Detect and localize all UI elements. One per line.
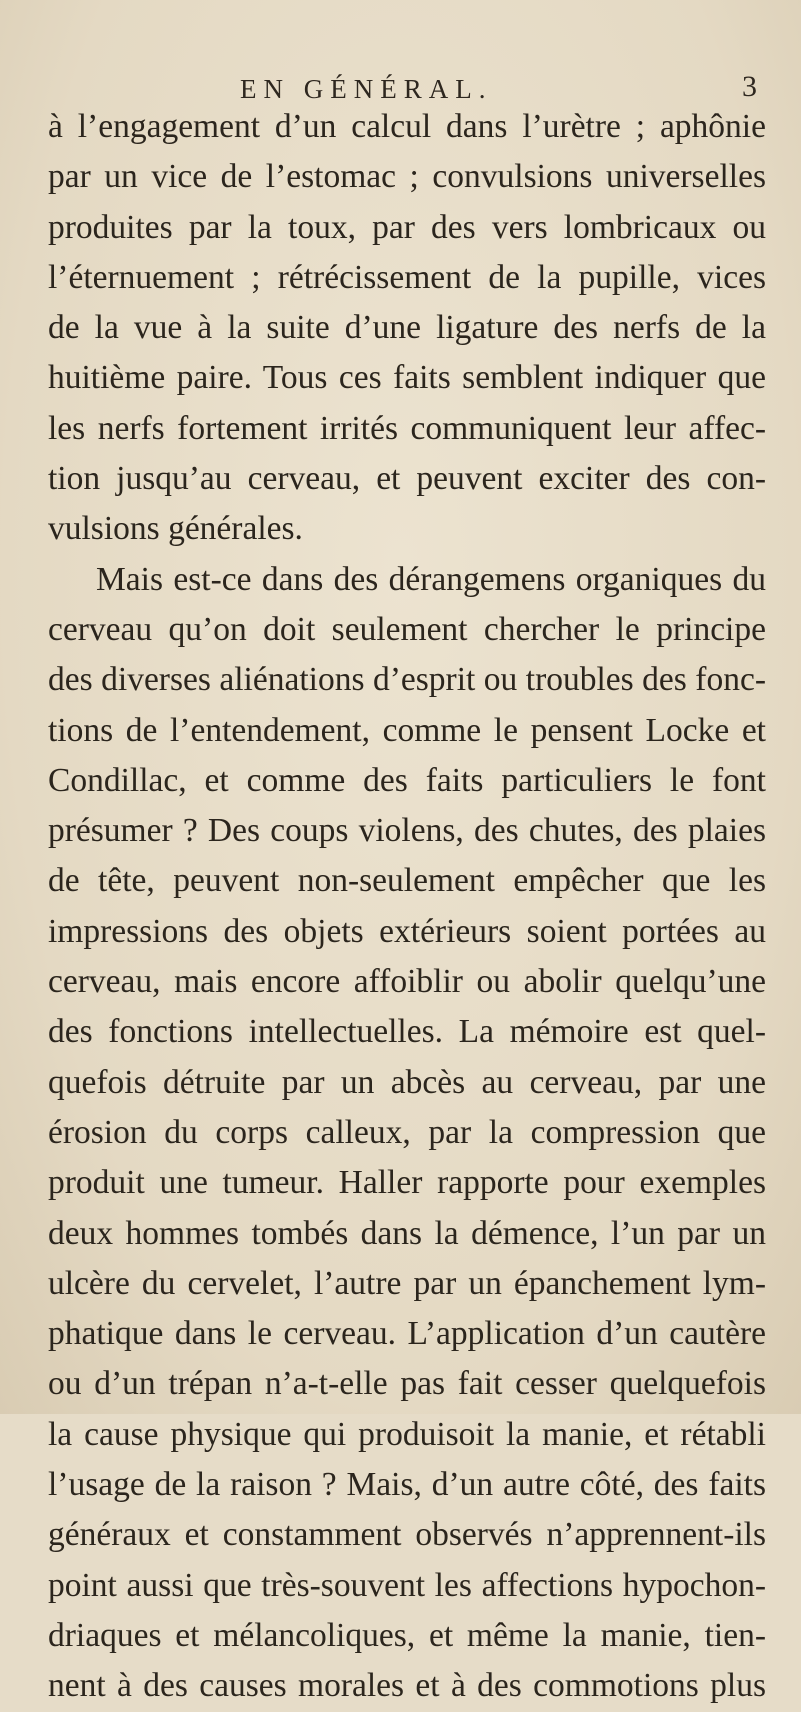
- text-line: cerveau qu’on doit seulement chercher le principe: [48, 610, 766, 648]
- text-line: les nerfs fortement irrités communiquent leur affec-: [48, 409, 766, 447]
- text-line: à l’engagement d’un calcul dans l’urètre ; aphônie: [48, 108, 766, 145]
- text-line: des fonctions intellectuelles. La mémoire est quel-: [48, 1013, 766, 1051]
- text-line: produites par la toux, par des vers lombricaux ou: [48, 208, 766, 246]
- page-number: 3: [742, 70, 757, 103]
- running-title: EN GÉNÉRAL.: [240, 74, 493, 104]
- text-line: l’éternuement ; rétrécissement de la pupille, vices: [48, 258, 766, 296]
- text-line: de tête, peuvent non-seulement empêcher que les: [48, 862, 766, 900]
- text-line: nent à des causes morales et à des commotions plus: [48, 1667, 766, 1705]
- text-line: la cause physique qui produisoit la manie, et rétabli: [48, 1415, 766, 1453]
- text-line: huitième paire. Tous ces faits semblent indiquer que: [48, 359, 766, 397]
- text-line: produit une tumeur. Haller rapporte pour exemples: [48, 1164, 766, 1202]
- text-line: de la vue à la suite d’une ligature des nerfs de la: [48, 309, 766, 347]
- text-line: Condillac, et comme des faits particuliers le font: [48, 761, 766, 799]
- text-line: deux hommes tombés dans la démence, l’un par un: [48, 1214, 766, 1252]
- text-line: tion jusqu’au cerveau, et peuvent exciter des con-: [48, 460, 766, 498]
- text-line: impressions des objets extérieurs soient portées au: [48, 912, 766, 950]
- text-line: ou d’un trépan n’a-t-elle pas fait cesser quelquefois: [48, 1365, 766, 1403]
- text-line: présumer ? Des coups violens, des chutes, des plaies: [48, 812, 766, 850]
- text-line: cerveau, mais encore affoiblir ou abolir quelqu’une: [48, 963, 766, 1001]
- text-line: par un vice de l’estomac ; convulsions universelles: [48, 158, 766, 196]
- paragraph-end-line: vulsions générales.: [48, 510, 303, 548]
- text-line: généraux et constamment observés n’apprennent-ils: [48, 1516, 766, 1554]
- text-line: des diverses aliénations d’esprit ou troubles des fonc-: [48, 661, 766, 699]
- text-line: driaques et mélancoliques, et même la manie, tien-: [48, 1616, 766, 1654]
- text-line: ulcère du cervelet, l’autre par un épanchement lym-: [48, 1264, 766, 1302]
- text-line: tions de l’entendement, comme le pensent Locke et: [48, 711, 766, 749]
- paragraph-start-line: Mais est-ce dans des dérangemens organiques du: [96, 560, 766, 598]
- text-line: quefois détruite par un abcès au cerveau, par une: [48, 1063, 766, 1101]
- text-line: érosion du corps calleux, par la compression que: [48, 1113, 766, 1151]
- text-line: point aussi que très-souvent les affections hypochon-: [48, 1566, 766, 1604]
- text-line: l’usage de la raison ? Mais, d’un autre côté, des faits: [48, 1466, 766, 1504]
- body-text: [48, 102, 766, 1712]
- text-line: phatique dans le cerveau. L’application d’un cautère: [48, 1315, 766, 1353]
